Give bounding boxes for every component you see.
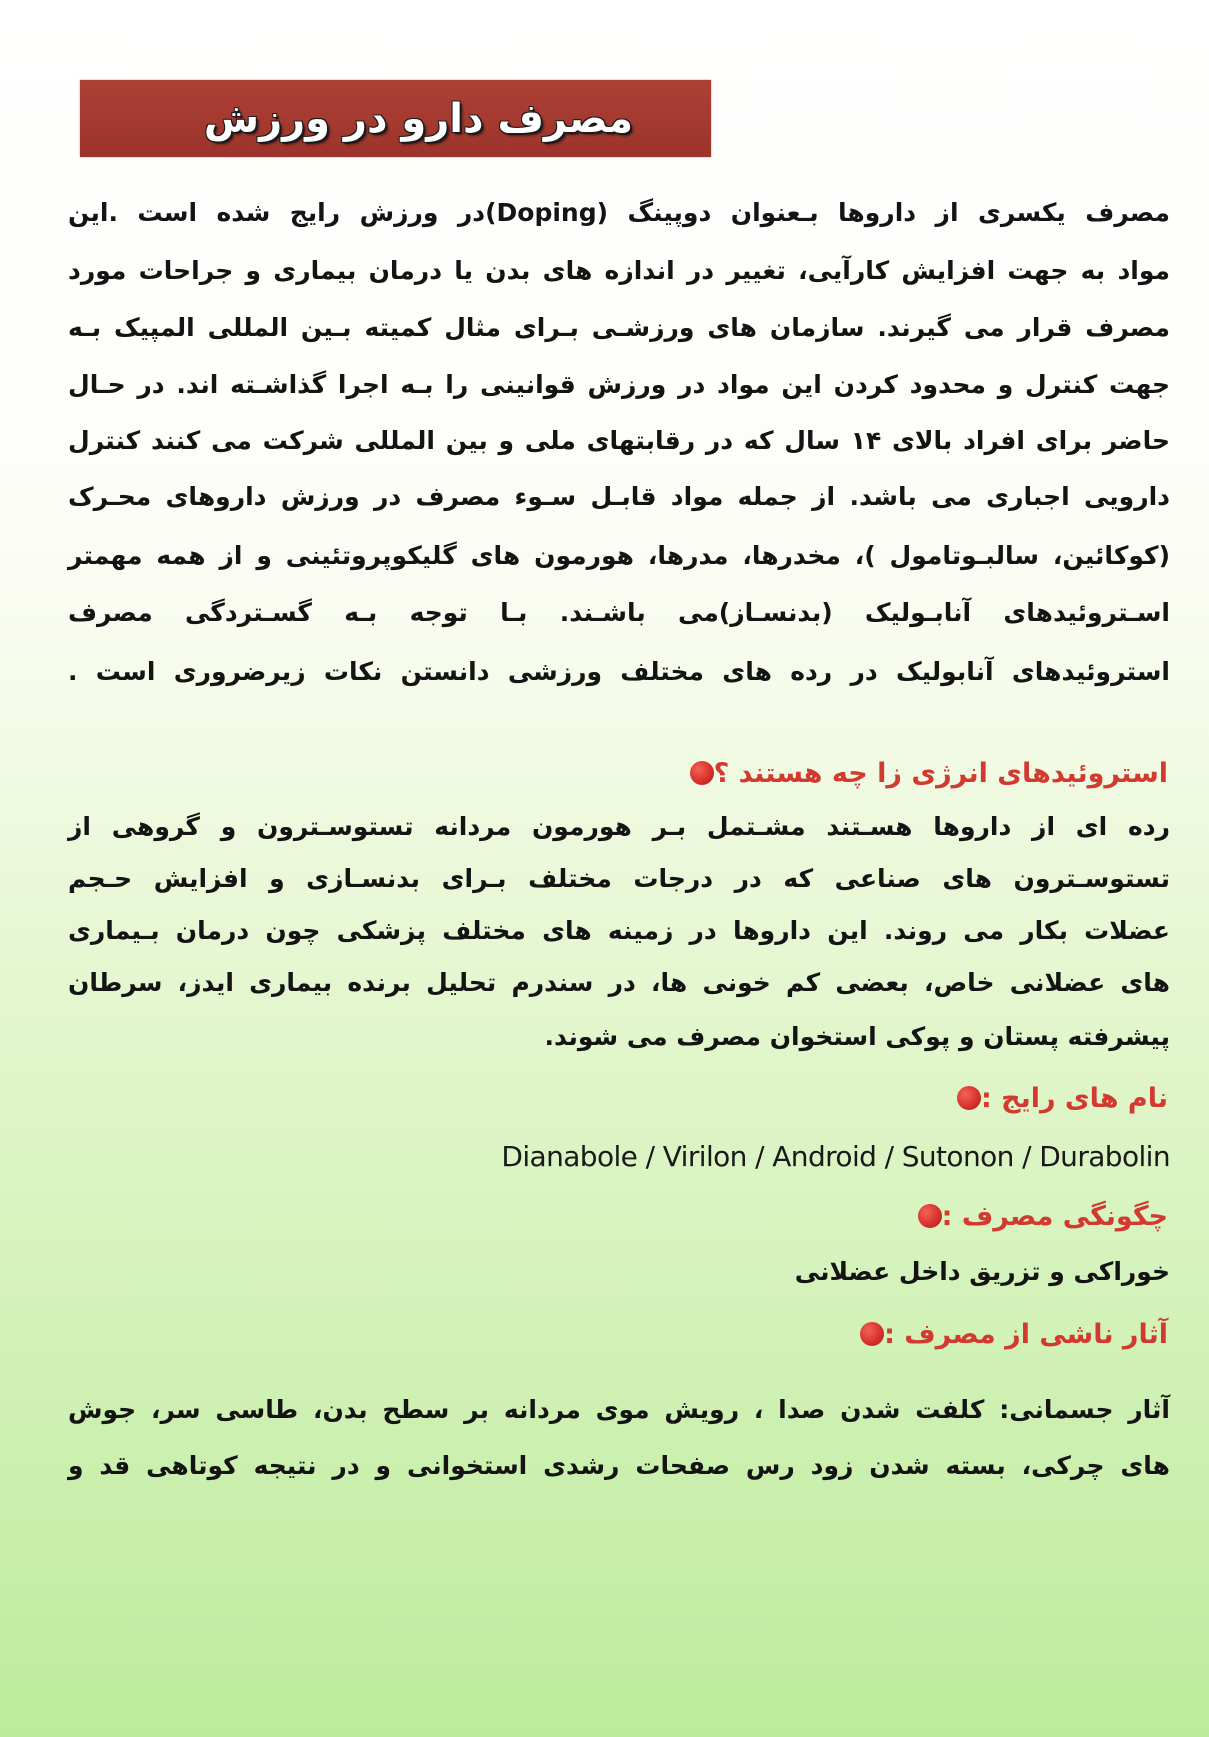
- section-heading-text: چگونگی مصرف :: [941, 1200, 1168, 1232]
- intro-line: جهت کنترل و محدود کردن این مواد در ورزش قوانینی را بـه اجرا گذاشـته اند. در حـال: [68, 370, 1170, 399]
- title-banner: [80, 80, 711, 157]
- intro-line: حاضر برای افراد بالای ۱۴ سال که در رقابتهای ملی و بین المللی شرکت می کنند کنترل: [68, 426, 1170, 455]
- section-line: رده ای از داروها هسـتند مشـتمل بـر هورمون مردانه تستوسـترون و گروهی از: [68, 812, 1170, 841]
- section-line: آثار جسمانی: کلفت شدن صدا ، رویش موی مردانه بر سطح بدن، طاسی سر، جوش: [68, 1395, 1170, 1424]
- section-heading-text: نام های رایج :: [980, 1082, 1168, 1114]
- intro-line: دارویی اجباری می باشد. از جمله مواد قابـل سـوء مصرف در ورزش داروهای محـرک: [68, 482, 1170, 511]
- section-heading-usage: [900, 1194, 1168, 1238]
- bullet-icon: [860, 1322, 884, 1346]
- intro-line: (کوکائین، سالبـوتامول )، مخدرها، مدرها، هورمون های گلیکوپروتئینی و از همه مهمتر: [68, 541, 1170, 570]
- section-line: عضلات بکار می روند. این داروها در زمینه های مختلف پزشکی چون درمان بـیماری: [68, 916, 1170, 945]
- intro-line: مواد به جهت افزایش کارآیی، تغییر در اندازه های بدن یا درمان بیماری و جراحات مورد: [68, 256, 1170, 285]
- section-heading-effects: [842, 1312, 1168, 1356]
- bullet-icon: [690, 761, 714, 785]
- section-line: پیشرفته پستان و پوکی استخوان مصرف می شوند.: [544, 1022, 1170, 1051]
- bullet-icon: [918, 1204, 942, 1228]
- intro-line: اسـتروئیدهای آنابـولیک (بدنسـاز)می باشـند. بـا توجه بـه گسـتردگی مصرف: [68, 598, 1170, 627]
- drug-names-line: Dianabole / Virilon / Android / Sutonon / Durabolin: [501, 1140, 1170, 1173]
- intro-line: مصرف یکسری از داروها بـعنوان دوپینگ (Doping)در ورزش رایج شده است .این: [68, 198, 1170, 227]
- section-heading-text: استروئیدهای انرژی زا چه هستند ؟: [713, 757, 1168, 789]
- section-line: های چرکی، بسته شدن زود رس صفحات رشدی استخوانی و در نتیجه کوتاهی قد و: [68, 1451, 1170, 1480]
- section-line: های عضلانی خاص، بعضی کم خونی ها، در سندرم تحلیل برنده بیماری ایدز، سرطان: [68, 968, 1170, 997]
- usage-line: خوراکی و تزریق داخل عضلانی: [794, 1257, 1170, 1286]
- bullet-icon: [957, 1086, 981, 1110]
- intro-line: مصرف قرار می گیرند. سازمان های ورزشـی بـرای مثال کمیته بـین المللی المپیک بـه: [68, 313, 1170, 342]
- section-heading-what-are-steroids: [672, 751, 1168, 795]
- section-heading-common-names: [939, 1076, 1168, 1120]
- intro-line: استروئیدهای آنابولیک در رده های مختلف ورزشی دانستن نکات زیرضروری است .: [68, 657, 1170, 686]
- section-line: تستوسـترون های صناعی که در درجات مختلف بـرای بدنسـازی و افزایش حـجم: [68, 864, 1170, 893]
- page-title: مصرف دارو در ورزش: [203, 95, 633, 142]
- section-heading-text: آثار ناشی از مصرف :: [884, 1318, 1168, 1350]
